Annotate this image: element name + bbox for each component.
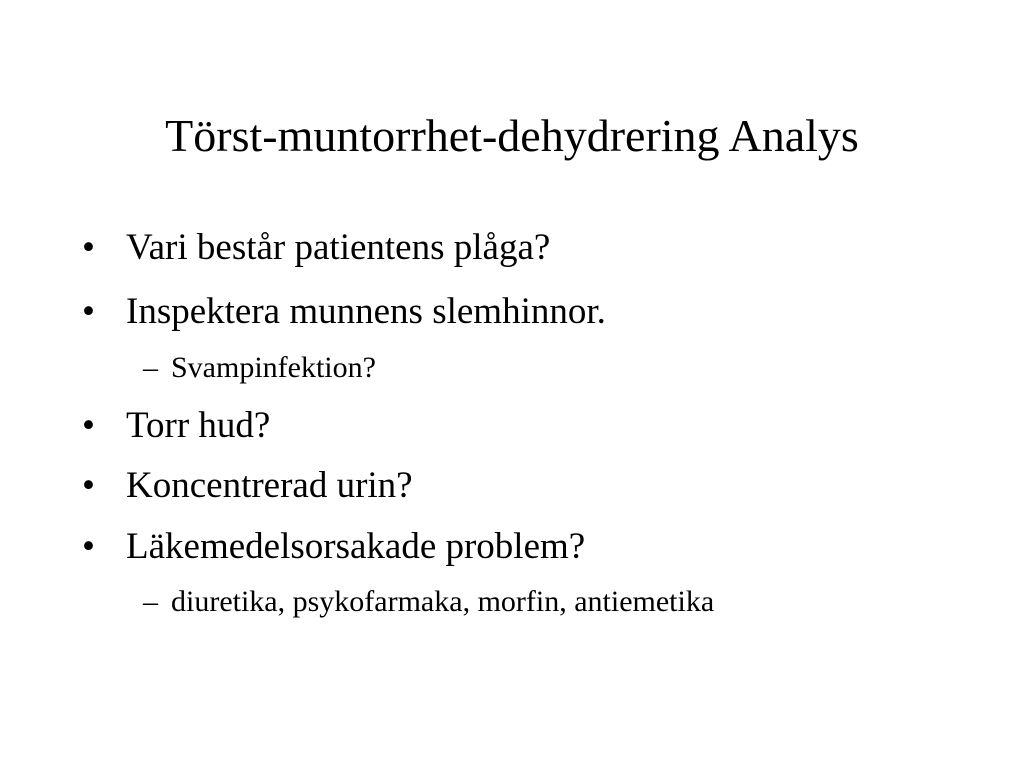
sub-bullet-text: diuretika, psykofarmaka, morfin, antiemetika <box>171 585 715 618</box>
bullet-glyph: • <box>82 291 95 332</box>
bullet-glyph: • <box>82 227 95 268</box>
bullet-text: Vari består patientens plåga? <box>126 227 551 268</box>
slide-title: Törst-muntorrhet-dehydrering Analys <box>165 110 859 161</box>
bullet-text: Inspektera munnens slemhinnor. <box>126 291 606 332</box>
sub-bullet-text: Svampinfektion? <box>171 351 376 384</box>
bullet-glyph: • <box>82 405 95 446</box>
dash-glyph: – <box>143 585 158 618</box>
bullet-text: Torr hud? <box>126 405 271 446</box>
bullet-glyph: • <box>82 465 95 506</box>
bullet-text: Läkemedelsorsakade problem? <box>126 526 586 567</box>
bullet-glyph: • <box>82 526 95 567</box>
dash-glyph: – <box>143 351 158 384</box>
bullet-text: Koncentrerad urin? <box>126 465 413 506</box>
